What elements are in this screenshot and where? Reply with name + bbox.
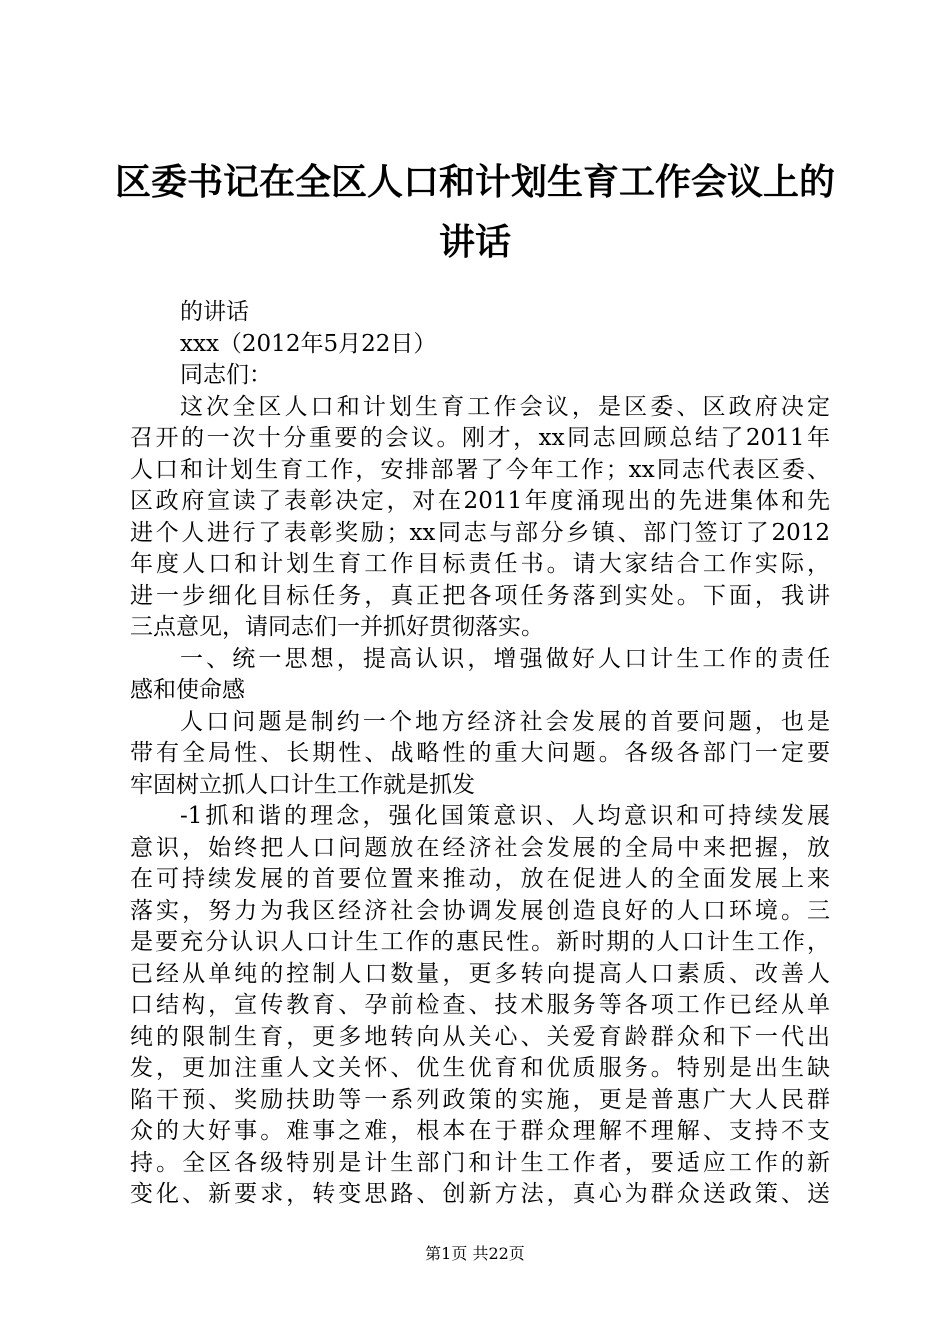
page-footer: 第1页 共22页 [425,1244,525,1263]
body-text-line: 是要充分认识人口计生工作的惠民性。新时期的人口计生工作， [130,929,830,955]
body-text-line: 的讲话 [180,299,249,325]
body-text-line: 持。全区各级特别是计生部门和计生工作者，要适应工作的新 [130,1149,830,1176]
body-text-line: 陷干预、奖励扶助等一系列政策的实施，更是普惠广大人民群 [130,1086,830,1113]
body-text-line: 感和使命感 [130,677,245,703]
body-text-line: 三点意见，请同志们一并抓好贯彻落实。 [130,614,544,640]
body-text-line: 牢固树立抓人口计生工作就是抓发 [130,771,475,798]
body-text-line: 口结构，宣传教育、孕前检查、技术服务等各项工作已经从单 [130,992,830,1018]
body-text-line: 召开的一次十分重要的会议。刚才，xx同志回顾总结了2011年 [130,425,830,451]
body-text-line: 同志们： [180,362,272,388]
body-text-line: 众的大好事。难事之难，根本在于群众理解不理解、支持不支 [130,1118,830,1144]
body-text-line: 已经从单纯的控制人口数量，更多转向提高人口素质、改善人 [130,960,830,987]
body-text-line: 变化、新要求，转变思路、创新方法，真心为群众送政策、送 [130,1181,830,1207]
body-text-line: 发，更加注重人文关怀、优生优育和优质服务。特别是出生缺 [130,1055,830,1081]
body-text-line: 一、统一思想，提高认识，增强做好人口计生工作的责任 [180,645,830,672]
document-title-line-2: 讲话 [438,221,511,263]
body-text-line: 带有全局性、长期性、战略性的重大问题。各级各部门一定要 [130,740,830,766]
document-body [130,297,830,1211]
document-title-line-1: 区委书记在全区人口和计划生育工作会议上的 [114,161,835,203]
body-text-line: 纯的限制生育，更多地转向从关心、关爱育龄群众和下一代出 [130,1023,830,1050]
body-text-line: -1抓和谐的理念，强化国策意识、人均意识和可持续发展 [180,803,830,829]
body-text-line: 这次全区人口和计划生育工作会议，是区委、区政府决定 [180,393,830,420]
body-text-line: 区政府宣读了表彰决定，对在2011年度涌现出的先进集体和先 [130,488,830,514]
body-text-line: 年度人口和计划生育工作目标责任书。请大家结合工作实际， [130,551,830,577]
body-text-line: 人口问题是制约一个地方经济社会发展的首要问题，也是 [180,708,830,735]
body-text-line: 进一步细化目标任务，真正把各项任务落到实处。下面，我讲 [130,582,830,609]
body-text-line: 在可持续发展的首要位置来推动，放在促进人的全面发展上来 [130,866,830,892]
body-text-line: xxx（2012年5月22日） [180,330,437,357]
body-text-line: 意识，始终把人口问题放在经济社会发展的全局中来把握，放 [130,834,830,861]
body-text-line: 进个人进行了表彰奖励；xx同志与部分乡镇、部门签订了2012 [130,519,830,546]
body-text-line: 人口和计划生育工作，安排部署了今年工作；xx同志代表区委、 [130,456,830,483]
body-text-line: 落实，努力为我区经济社会协调发展创造良好的人口环境。三 [130,897,830,924]
